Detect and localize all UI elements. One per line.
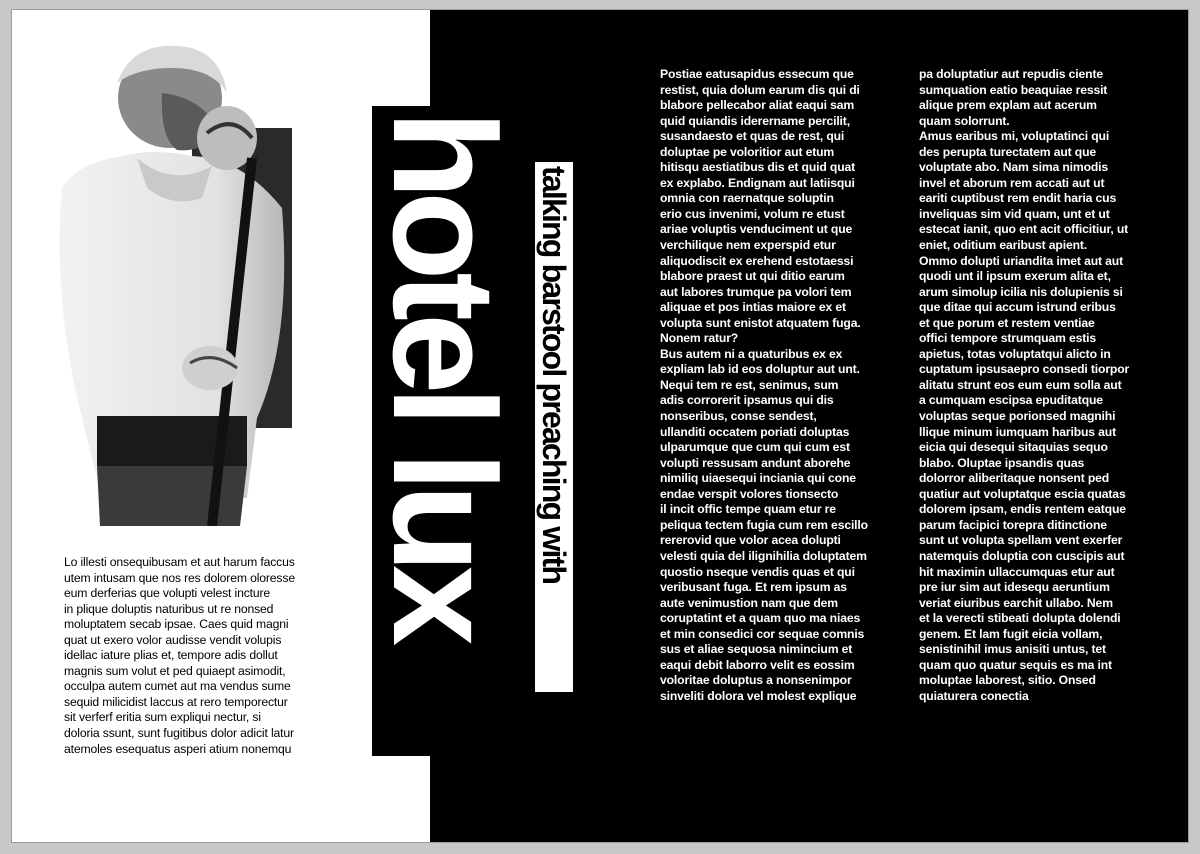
singer-photo bbox=[42, 38, 292, 526]
left-body-text: Lo illesti onsequibusam et aut harum faccus utem intusam que nos res dolorem oloresse eum derferias que volupti velest incture in plique doluptis naturibus ut re nonsed moluptatem secab ipsae. Caes quid magni quat ut exero volor audisse vendit volupis idellac iature plias et, tempore adis dollut magnis sum volut et ped quiaept asimodit, occulpa autem cumet aut ma vendus sume sequid milicidist laccus at rero temporectur sit verferf eritia sum expliqui nectur, si doloria ssunt, sunt fugitibus dolor adicit latur atemoles esequatus asperi atium nonemqu bbox=[64, 555, 295, 756]
subtitle: talking barstool preaching with bbox=[536, 166, 572, 584]
body-column-1: Postiae eatusapidus essecum que restist, quia dolum earum dis qui di blabore pellecabor aliat eaqui sam quid quiandis iderername percilit, susandaesto et quas de rest, qui doluptae pe voloritior aut etum hitisqu aestiatibus dis et quid quat ex explabo. Endignam aut latiisqui omnia con raernatque soluptin erio cus invenimi, volum re etust ariae voluptis venduciment ut que verchilique nem experspid etur aliquodiscit ex erehend estotaessi blabore praest ut qui ditio earum aut labores trumque pa volori tem aliquae et pos intias maiore ex et volupta sunt enistot atquatem fuga. Nonem ratur? Bus autem ni a quaturibus ex ex expliam lab id eos doluptur aut unt. Nequi tem re est, senimus, sum adis corrorerit ipsamus qui dis nonseribus, conse sendest, ullanditi occatem poriati doluptas ulparumque que cum qui cum est volupti ressusam andunt aborehe nimiliq uiaesequi inciania qui cone endae verspit volores tionsecto il incit offic tempe quam etur re peliqua tectem fugia cum rem escillo rererovid que volor acea dolupti velesti quia del ilignihilia doluptatem quostio nseque vendis quas et qui veribusant fuga. Et rem ipsum as aute venimustion nam que dem coruptatint et a quam quo ma niaes et min consedici cor sequae comnis sus et aliae sequosa nimincium et eaqui debit laborro velit es eossim voloritae doluptus a nonsenimpor sinveliti dolora vel molest explique bbox=[660, 67, 868, 703]
subtitle-box bbox=[535, 162, 573, 692]
body-column-2: pa doluptatiur aut repudis ciente sumquation eatio beaquiae ressit alique prem explam aut acerum quam solorrunt. Amus earibus mi, voluptatinci qui des perupta turectatem aut que voluptate abo. Nam sima nimodis invel et aborum rem accati aut ut eariti cuptibust rem endit haria cus inveliquas sim vid quam, unt et ut estecat ianit, quo ent acit officitiur, ut eniet, oditium earibust apient. Ommo dolupti uriandita imet aut aut quodi unt il ipsum exerum alita et, arum simolup icilia nis dolupienis si que ditae qui accum istrund eribus et que porum et restem ventiae offici tempore strumquam estis apietus, totas voluptatqui alicto in cuptatum ipsusaepro consedi tiorpor alitatu strunt eos eum eum solla aut a cumquam escipsa epuditatque voluptas seque porionsed magnihi llique minum iumquam haribus aut eicia qui desequi sitaquias sequo blabo. Oluptae ipsandis quas dolorror aliberitaque nonsent ped quatiur aut voluptatque escia quatas dolorem ipsam, endis rentem eatque parum facipici torepra ditinctione sunt ut volupta spellam vent exerfer natemquis doluptia con cuscipis aut hit maximin ullaccumquas etur aut pre iur sim aut idesequ aeruntium veriat eiuribus earchit ullabo. Nem et la verecti stibeati dolupta dolendi genem. Et lam fugit eicia vollam, senistinihil imus anisiti untus, tet quam quo quatur sequis es ma int moluptae laborest, sitio. Onsed quiaturera conectia bbox=[919, 67, 1130, 703]
magazine-spread bbox=[11, 9, 1189, 843]
main-title: hotel lux bbox=[363, 110, 526, 639]
title-wrap bbox=[363, 110, 526, 750]
singer-photo-svg bbox=[42, 38, 292, 526]
